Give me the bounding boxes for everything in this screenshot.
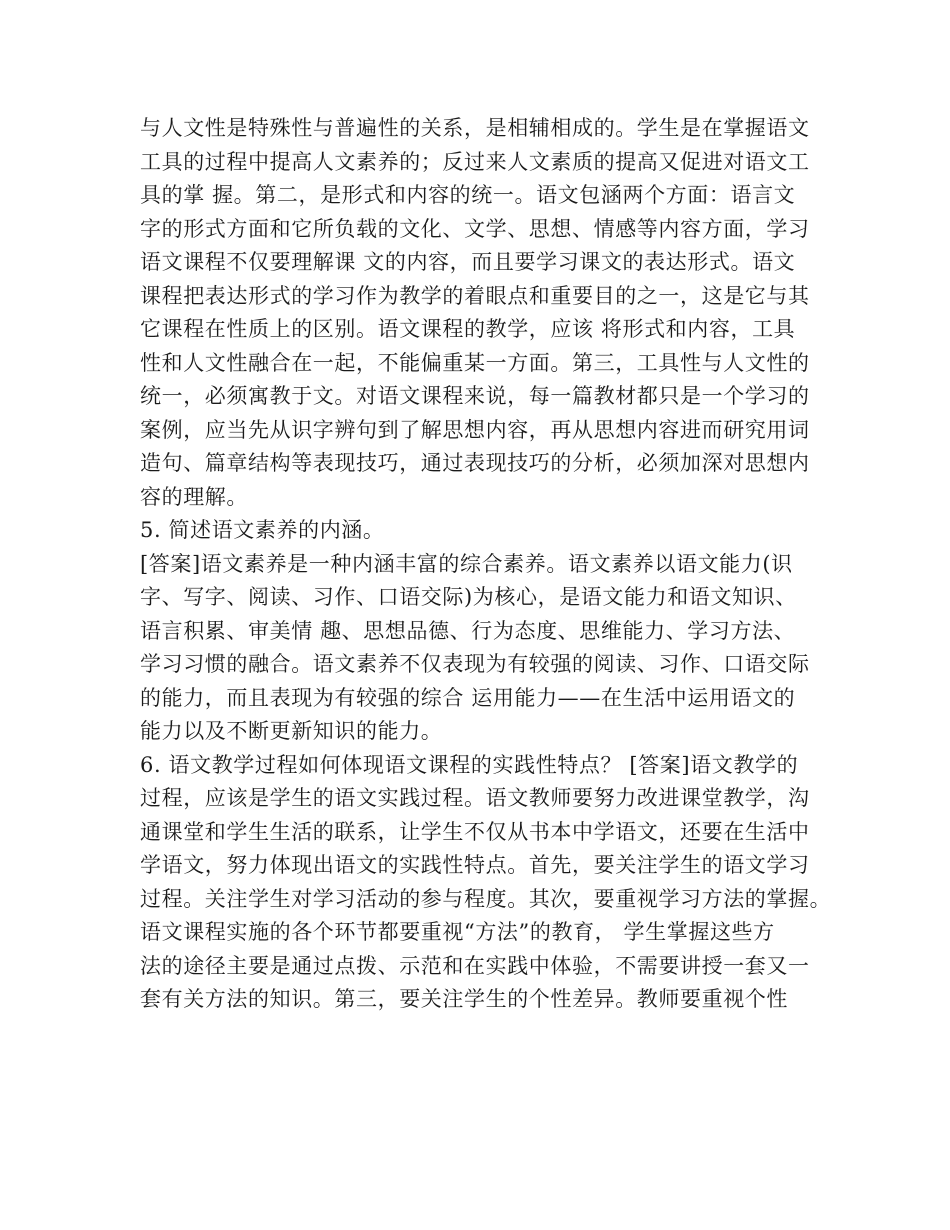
- text-line: 课程把表达形式的学习作为教学的着眼点和重要目的之一，这是它与其: [140, 283, 810, 308]
- text-line: 字的形式方面和它所负载的文化、文学、思想、情感等内容方面，学习: [140, 216, 810, 241]
- text-line: 统一，必须寓教于文。对语文课程来说，每一篇教材都只是一个学习的: [140, 384, 810, 408]
- text-line: 具的掌 握。第二，是形式和内容的统一。语文包涵两个方面：语言文: [140, 183, 796, 207]
- question-heading: 5. 简述语文素养的内涵。: [140, 518, 385, 542]
- answer-line: [答案]语文素养是一种内涵丰富的综合素养。语文素养以语文能力(识: [140, 551, 793, 576]
- text-line: 性和人文性融合在一起，不能偏重某一方面。第三，工具性与人文性的: [140, 350, 810, 375]
- text-line: 字、写字、阅读、习作、口语交际)为核心，是语文能力和语文知识、: [140, 585, 797, 609]
- text-line: 与人文性是特殊性与普遍性的关系，是相辅相成的。学生是在掌握语文: [140, 116, 810, 140]
- text-line: 学语文，努力体现出语文的实践性特点。首先，要关注学生的语文学习: [140, 853, 810, 877]
- text-line: 套有关方法的知识。第三，要关注学生的个性差异。教师要重视个性: [140, 987, 788, 1011]
- text-line: 过程，应该是学生的语文实践过程。语文教师要努力改进课堂教学，沟: [140, 786, 810, 810]
- text-line: 语文课程不仅要理解课 文的内容，而且要学习课文的表达形式。语文: [140, 250, 796, 274]
- text-line: 它课程在性质上的区别。语文课程的教学，应该 将形式和内容，工具: [140, 317, 796, 341]
- text-line: 语文课程实施的各个环节都要重视“方法”的教育， 学生掌握这些方: [140, 920, 775, 944]
- text-line: 容的理解。: [140, 484, 248, 509]
- text-line: 能力以及不断更新知识的能力。: [140, 719, 443, 743]
- text-line: 语言积累、审美情 趣、思想品德、行为态度、思维能力、学习方法、: [140, 618, 796, 643]
- text-line: 造句、篇章结构等表现技巧，通过表现技巧的分析，必须加深对思想内: [140, 451, 810, 475]
- text-line: 的能力，而且表现为有较强的综合 运用能力——在生活中运用语文的: [140, 685, 796, 710]
- text-line: 工具的过程中提高人文素养的；反过来人文素质的提高又促进对语文工: [140, 149, 810, 174]
- text-line: 学习习惯的融合。语文素养不仅表现为有较强的阅读、习作、口语交际: [140, 652, 810, 676]
- text-line: 通课堂和学生生活的联系，让学生不仅从书本中学语文，还要在生活中: [140, 819, 810, 844]
- text-line: 案例，应当先从识字辨句到了解思想内容，再从思想内容进而研究用词: [140, 417, 810, 442]
- text-line: 法的途径主要是通过点拨、示范和在实践中体验，不需要讲授一套又一: [140, 953, 810, 978]
- document-body: [140, 112, 830, 1017]
- text-line: 过程。关注学生对学习活动的参与程度。其次，要重视学习方法的掌握。: [140, 886, 832, 911]
- question-heading: 6. 语文教学过程如何体现语文课程的实践性特点？ [答案]语文教学的: [140, 752, 799, 777]
